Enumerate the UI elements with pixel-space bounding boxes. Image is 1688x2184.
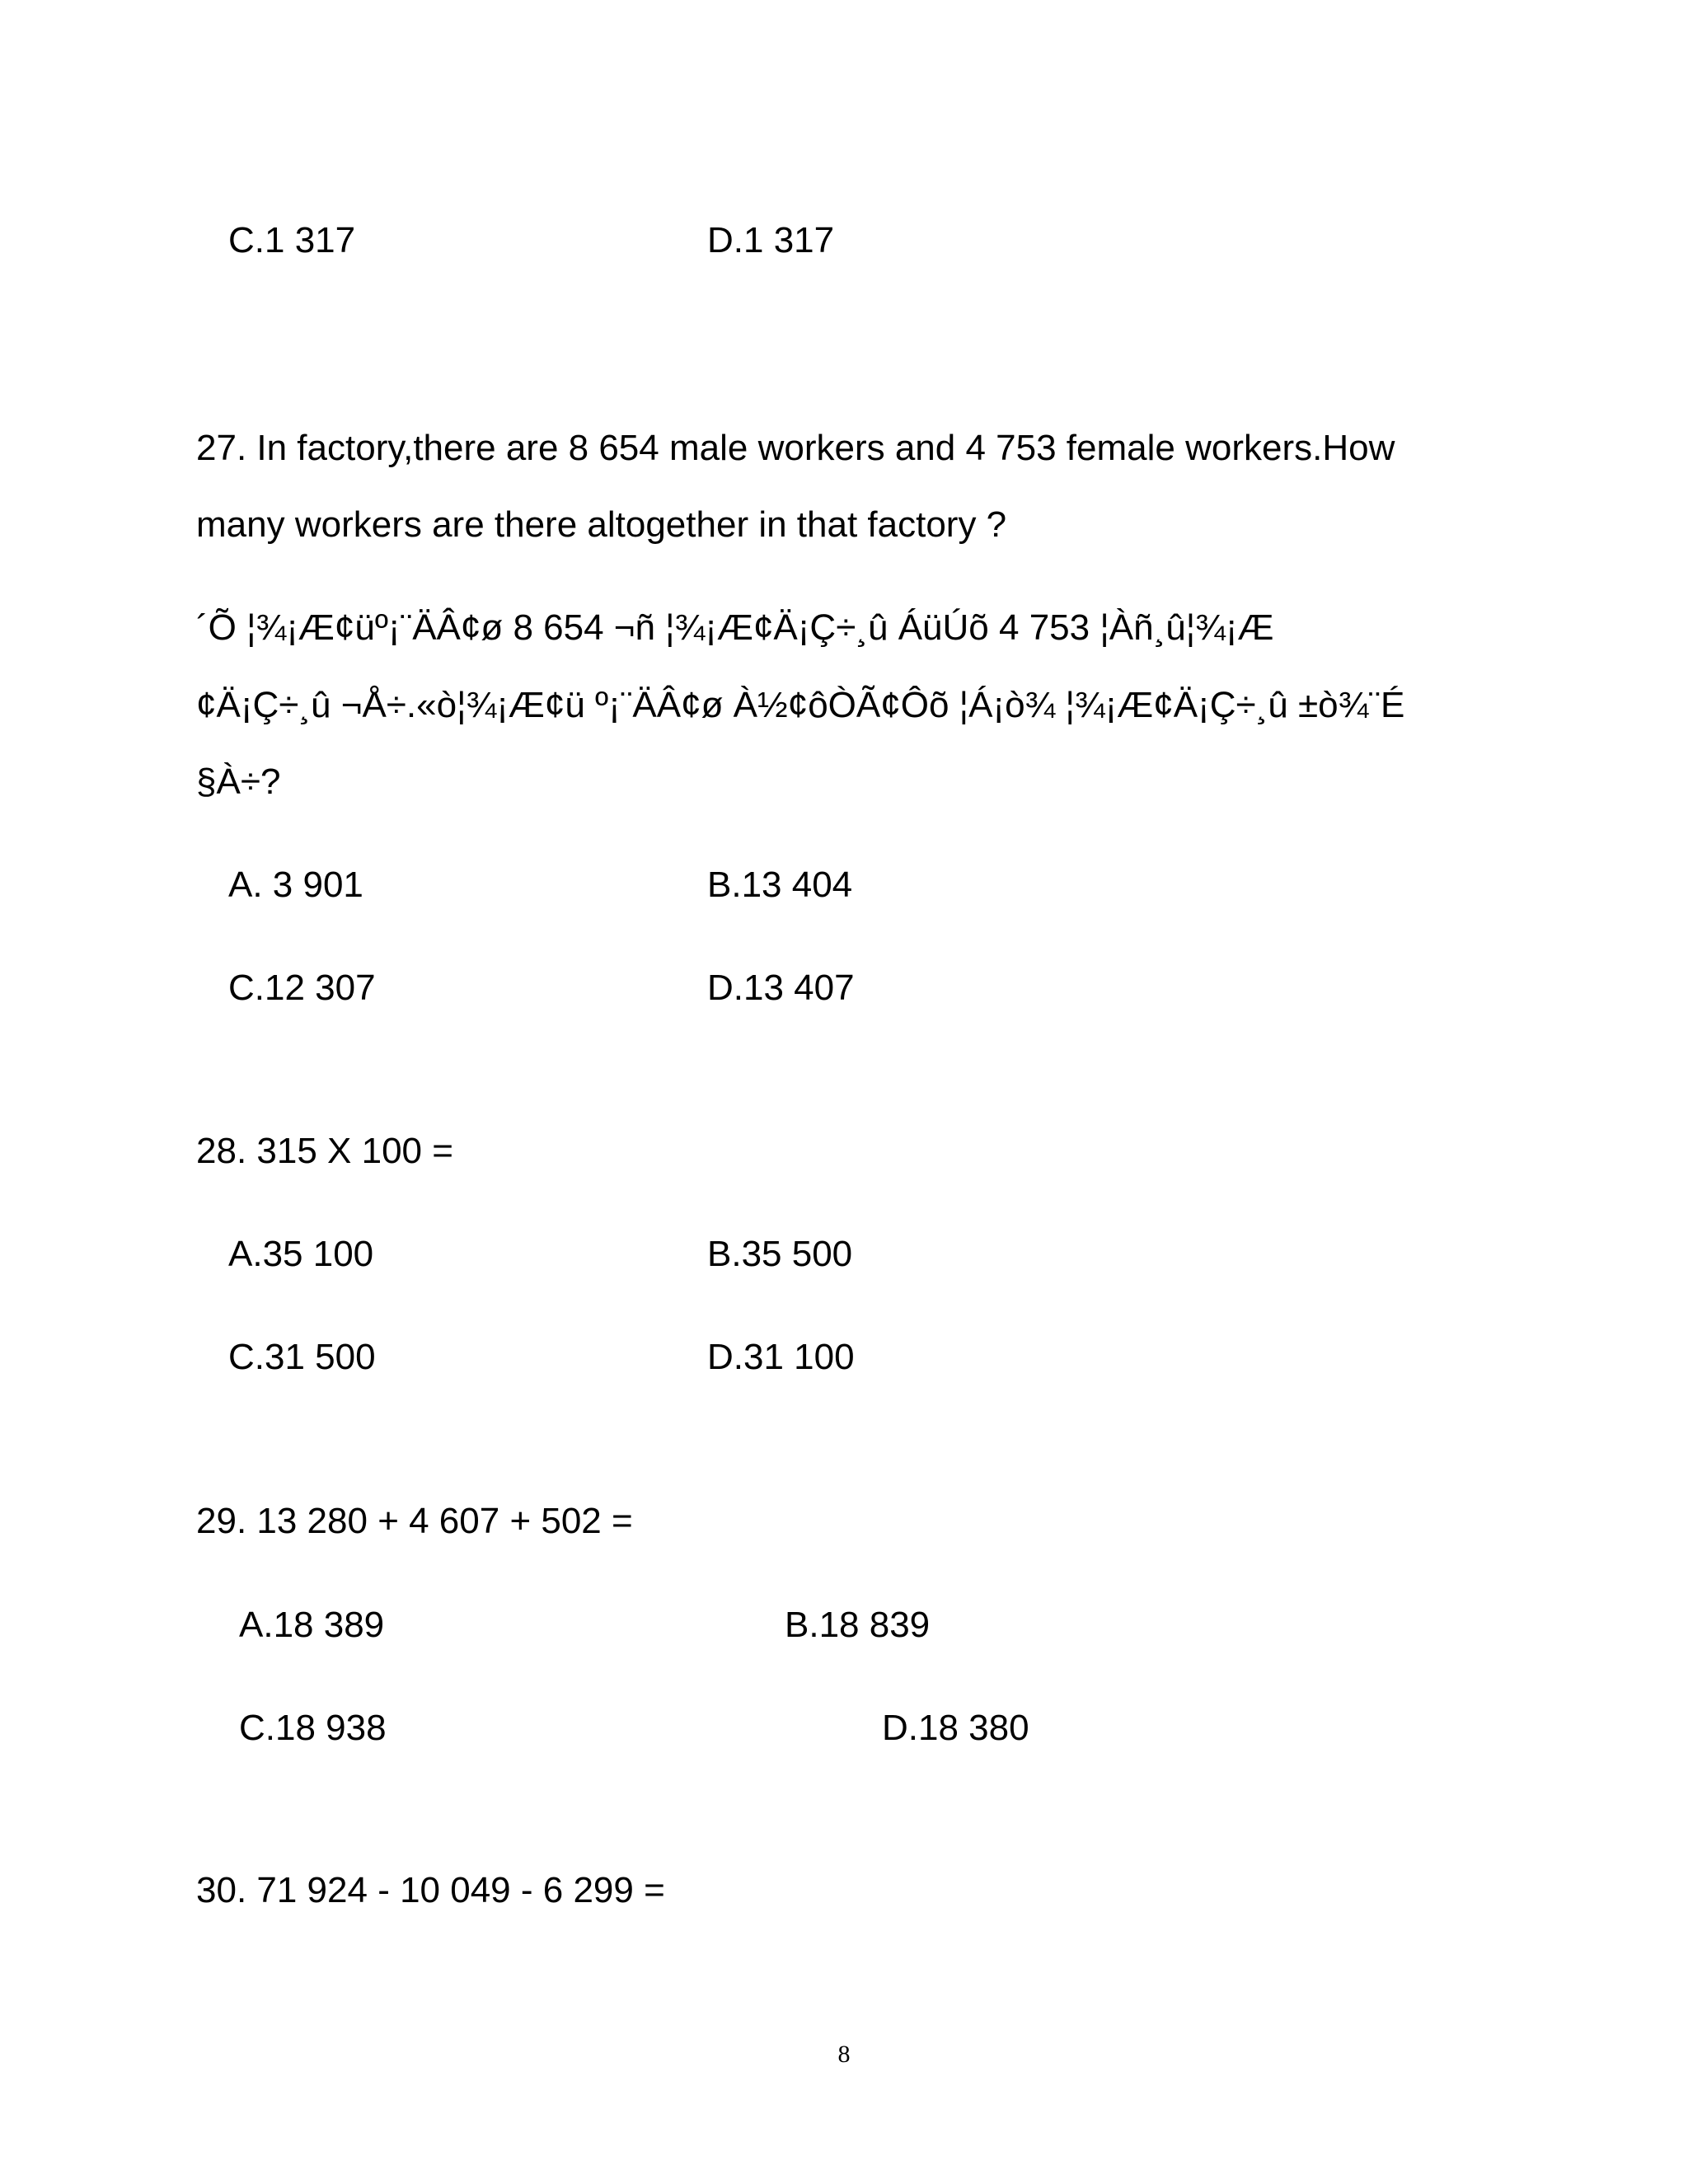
q29-option-d: D.18 380 — [882, 1708, 1029, 1748]
q28-option-b: B.35 500 — [707, 1234, 853, 1274]
q28-option-c: C.31 500 — [228, 1337, 376, 1377]
q27-option-c: C.12 307 — [228, 968, 376, 1008]
q29-option-a: A.18 389 — [239, 1605, 385, 1645]
q27-translation-line2: ¢Ä¡Ç÷¸û ¬Å÷.«ò¦¾¡Æ¢ü º¡¨ÄÂ¢ø À½¢ôÒÃ¢Ôõ ¦Á¡ò¾ ¦¾¡Æ¢Ä¡Ç÷¸û ±ò¾¨É — [196, 685, 1405, 725]
q29-question: 29. 13 280 + 4 607 + 502 = — [196, 1501, 633, 1541]
q27-option-a: A. 3 901 — [228, 865, 363, 905]
q27-question-line1: 27. In factory,there are 8 654 male workers and 4 753 female workers.How — [196, 428, 1395, 468]
q28-option-a: A.35 100 — [228, 1234, 374, 1274]
q28-option-d: D.31 100 — [707, 1337, 855, 1377]
q29-option-c: C.18 938 — [239, 1708, 387, 1748]
q30-question: 30. 71 924 - 10 049 - 6 299 = — [196, 1870, 665, 1910]
page-number: 8 — [837, 2041, 851, 2068]
q26-option-c: C.1 317 — [228, 220, 356, 260]
q27-option-b: B.13 404 — [707, 865, 853, 905]
q28-question: 28. 315 X 100 = — [196, 1131, 453, 1171]
q29-option-b: B.18 839 — [785, 1605, 931, 1645]
q27-translation-line3: §À÷? — [196, 762, 281, 802]
q27-question-line2: many workers are there altogether in that factory ? — [196, 504, 1007, 545]
q26-option-d: D.1 317 — [707, 220, 835, 260]
q27-translation-line1: ´Õ ¦¾¡Æ¢üº¡¨ÄÂ¢ø 8 654 ¬ñ ¦¾¡Æ¢Ä¡Ç÷¸û ÁüÚõ 4 753 ¦Àñ¸û¦¾¡Æ — [196, 607, 1274, 648]
q27-option-d: D.13 407 — [707, 968, 855, 1008]
